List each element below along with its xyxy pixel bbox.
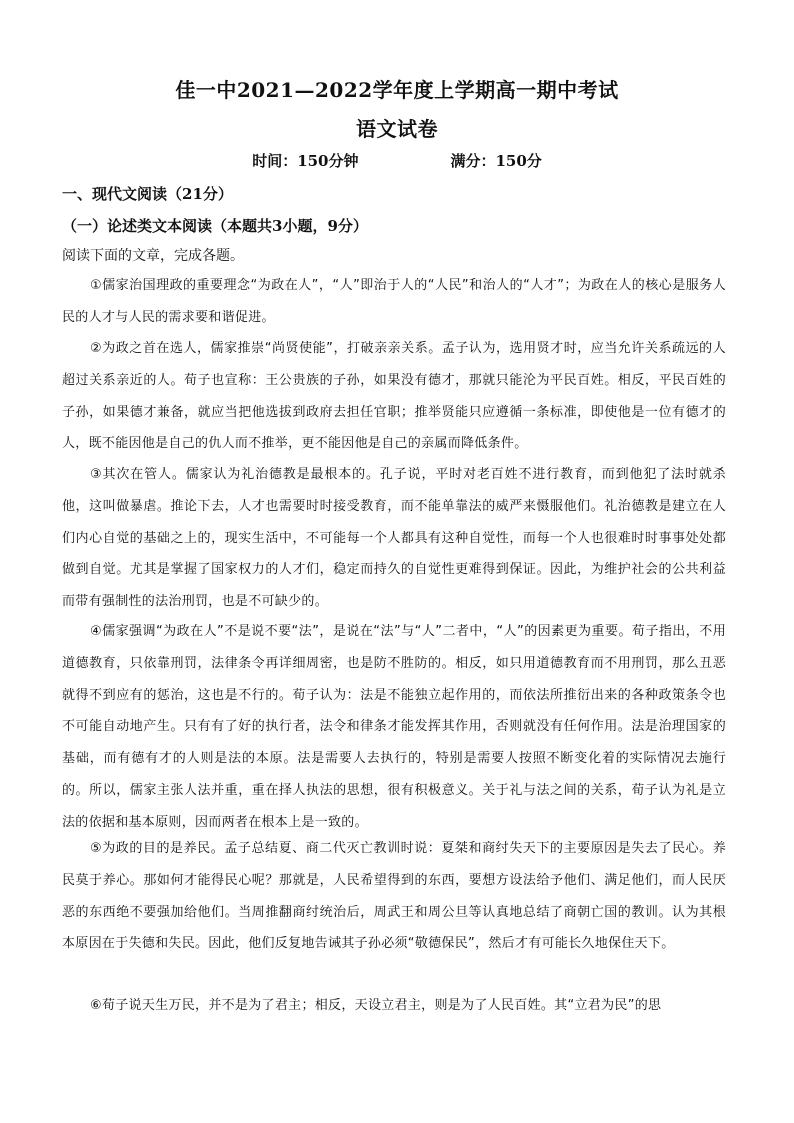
section-heading: 一、现代文阅读（21分） <box>62 185 233 203</box>
passage-paragraph-5: ⑤为政的目的是养民。孟子总结夏、商二代灭亡教训时说：夏桀和商纣失天下的主要原因是失去了民心。养民莫于养心。那如何才能得民心呢？那就是，人民希望得到的东西，要想方设法给予他们、满足他们，而人民厌恶的东西绝不要强加给他们。当周推翻商纣统治后，周武王和周公旦等认真地总结了商朝亡国的教训。认为其根本原因在于失德和失民。因此，他们反复地告诫其子孙必须“敬德保民”，然后才有可能长久地保住天下。 <box>62 841 726 952</box>
passage-paragraph-2: ②为政之首在选人，儒家推崇“尚贤使能”，打破亲亲关系。孟子认为，选用贤才时，应当允许关系疏远的人超过关系亲近的人。荀子也宣称：王公贵族的子孙，如果没有德才，那就只能沦为平民百姓。相反，平民百姓的子孙，如果德才兼备，就应当把他选拔到政府去担任官职；推举贤能只应遵循一条标准，即使他是一位有德才的人，既不能因他是自己的仇人而不推举，更不能因他是自己的亲属而降低条件。 <box>62 341 726 452</box>
subsection-heading: （一）论述类文本阅读（本题共3小题，9分） <box>62 217 368 235</box>
exam-title: 佳一中2021—2022学年度上学期高一期中考试 <box>175 78 619 102</box>
passage-paragraph-3: ③其次在管人。儒家认为礼治德教是最根本的。孔子说，平时对老百姓不进行教育，而到他犯了法时就杀他，这叫做暴虐。推论下去，人才也需要时时接受教育，而不能单靠法的威严来慑服他们。礼治德教是建立在人们内心自觉的基础之上的，现实生活中，不可能每一个人都具有这种自觉性，而每一个人也很难时时事事处处都做到自觉。尤其是掌握了国家权力的人才们，稳定而持久的自觉性更难得到保证。因此，为维护社会的公共利益而带有强制性的法治刑罚，也是不可缺少的。 <box>62 467 726 610</box>
score-label: 满分：150分 <box>450 152 542 170</box>
exam-info <box>0 150 794 171</box>
reading-instruction: 阅读下面的文章，完成各题。 <box>62 248 244 264</box>
exam-subtitle: 语文试卷 <box>356 117 438 141</box>
passage-paragraph-1: ①儒家治国理政的重要理念“为政在人”，“人”即治于人的“人民”和治人的“人才”；为政在人的核心是服务人民的人才与人民的需求要和谐促进。 <box>62 278 726 325</box>
passage-paragraph-6: ⑥荀子说天生万民，并不是为了君主；相反，天设立君主，则是为了人民百姓。其“立君为民”的思 <box>90 998 662 1013</box>
passage-paragraph-4: ④儒家强调“为政在人”不是说不要“法”，是说在“法”与“人”二者中，“人”的因素更为重要。荀子指出，不用道德教育，只依靠刑罚，法律条令再详细周密，也是防不胜防的。相反，如只用道德教育而不用刑罚，那么丑恶就得不到应有的惩治，这也是不行的。荀子认为：法是不能独立起作用的，而依法所推衍出来的各种政策条令也不可能自动地产生。只有有了好的执行者，法令和律条才能发挥其作用，否则就没有任何作用。法是治理国家的基础，而有德有才的人则是法的本原。法是需要人去执行的，特别是需要人按照不断变化着的实际情况去施行的。所以，儒家主张人法并重，重在择人执法的思想，很有积极意义。关于礼与法之间的关系，荀子认为礼是立法的依据和基本原则，因而两者在根本上是一致的。 <box>62 624 726 830</box>
time-label: 时间：150分钟 <box>252 152 359 170</box>
